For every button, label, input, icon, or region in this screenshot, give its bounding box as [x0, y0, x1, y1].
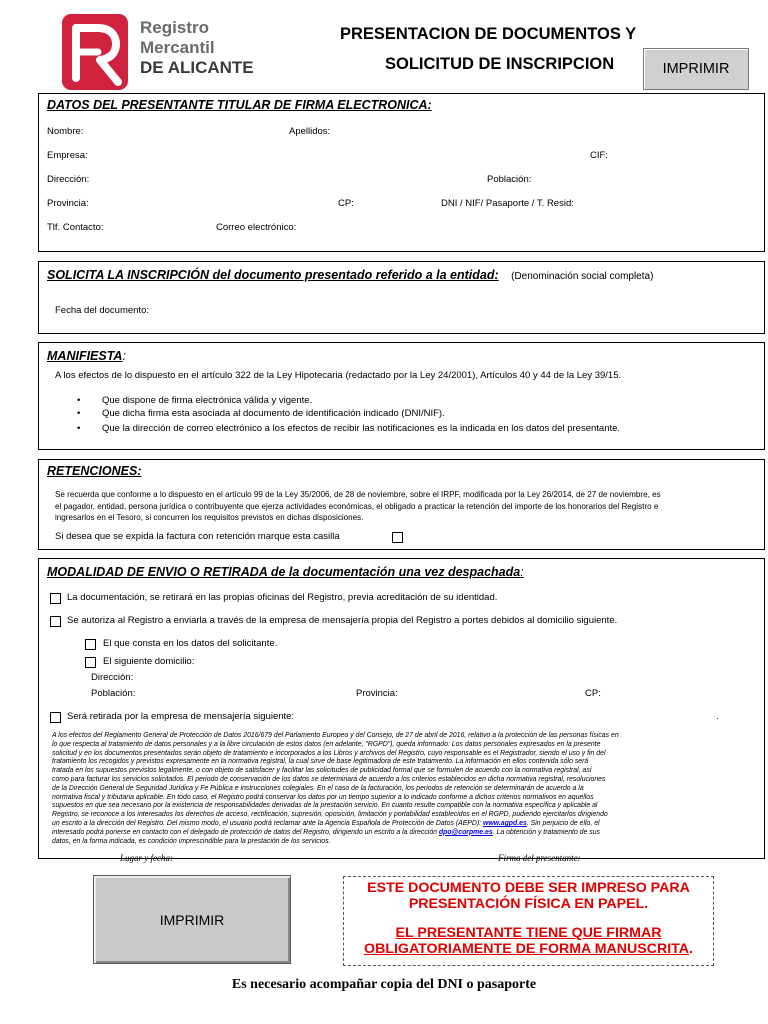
legal-line-11-end: . Sin perjuicio de ello, el [526, 819, 600, 827]
print-button-top[interactable]: IMPRIMIR [643, 48, 749, 90]
legal-line-9: supuestos en que sea necesario por la existencia de responsabilidades derivadas de la prestación servicio. En cuanto resulte compatible con la normativa específica y aplicable al [52, 802, 598, 810]
logo-line2: Mercantil [140, 38, 215, 57]
manifiesta-header [47, 347, 126, 365]
retenciones-line-1: Se recuerda que conforme a lo dispuesto en el artículo 99 de la Ley 35/2006, de 28 de noviembre, sobre el IRPF, modificada por la Ley 26/2014, de 27 de noviembre, es [55, 490, 661, 499]
registro-logo [62, 12, 252, 90]
retirar-oficina-label: La documentación, se retirará en las propias oficinas del Registro, previa acreditación de su identidad. [67, 592, 498, 603]
legal-line-2: lo que respecta al tratamiento de datos personales y a la libre circulación de estos datos (en adelante, "RGPD"), queda informado: Los datos personales expresados en la presente [52, 740, 601, 748]
domicilio-solicitante-checkbox[interactable] [85, 639, 96, 650]
empresa-mensajeria-dot: . [716, 711, 719, 722]
lugar-fecha-label: Lugar y fecha: [120, 853, 173, 863]
envio-section [38, 558, 765, 859]
empresa-label: Empresa: [47, 150, 88, 161]
presentante-section [38, 93, 765, 252]
cif-label: CIF: [590, 150, 608, 161]
telefono-label: Tlf. Contacto: [47, 222, 104, 233]
fecha-documento-label: Fecha del documento: [55, 305, 150, 316]
apellidos-label: Apellidos: [289, 126, 331, 137]
solicita-section [38, 261, 765, 334]
factura-retencion-checkbox[interactable] [392, 532, 403, 543]
envio-provincia-label: Provincia: [356, 688, 398, 699]
manifiesta-bullet-2: Que dicha firma esta asociada al documento de identificación indicado (DNI/NIF). [102, 408, 445, 419]
retenciones-text [55, 489, 661, 524]
dni-requirement-footer: Es necesario acompañar copia del DNI o pasaporte [231, 977, 537, 992]
dni-label: DNI / NIF/ Pasaporte / T. Resid: [441, 198, 574, 209]
envio-title: MODALIDAD DE ENVIO O RETIRADA de la documentación una vez despachada [47, 565, 521, 579]
legal-line-7: de la Dirección General de Seguridad Jurídica y Fe Pública e instrucciones colegiales. En el caso de la facturación, los periodos de retención se determinarán de acuerdo a la [52, 784, 584, 792]
firma-presentante-label: Firma del presentante: [498, 853, 581, 863]
notice-line-4 [344, 941, 713, 957]
manifiesta-bullet-3: Que la dirección de correo electrónico a los efectos de recibir las notificaciones es la indicada en los datos del presentante. [102, 423, 621, 434]
dpo-link[interactable]: dpo@corpme.es [438, 828, 493, 836]
domicilio-solicitante-label: El que consta en los datos del solicitante. [103, 638, 278, 649]
envio-poblacion-label: Población: [91, 688, 136, 699]
solicita-header [47, 266, 653, 284]
manifiesta-bullet-1-dot: • [77, 395, 81, 406]
notice-line-4-dot: . [689, 941, 693, 957]
direccion-label: Dirección: [47, 174, 90, 185]
factura-retencion-label: Si desea que se expida la factura con retención marque esta casilla [55, 531, 340, 542]
manifiesta-section [38, 342, 765, 450]
aepd-link[interactable]: www.agpd.es [483, 819, 527, 827]
envio-colon: : [520, 565, 524, 579]
manifiesta-bullet-3-dot: • [77, 423, 81, 434]
manifiesta-title: MANIFIESTA [47, 349, 123, 363]
nombre-label: Nombre: [47, 126, 84, 137]
retirar-oficina-checkbox[interactable] [50, 593, 61, 604]
retenciones-section [38, 459, 765, 550]
envio-cp-label: CP: [585, 688, 601, 699]
logo-text [140, 18, 254, 78]
empresa-mensajeria-checkbox[interactable] [50, 712, 61, 723]
legal-line-4: tratamiento los recogidos y previstos expresamente en la normativa registral, la cual sirve de base legitimadora de este tratamiento. La información en ellos contenida sólo será [52, 758, 589, 766]
legal-line-8: normativa fiscal y tributaria aplicable. En todo caso, el Registro podrá conservar los datos por un tiempo superior a lo indicado conforme a dichos criterios normativos en aquellos [52, 793, 594, 801]
legal-line-5: tratada en los supuestos previstos legalmente, o con objeto de satisfacer y facilitar las solicitudes de publicidad formal que se formulen de acuerdo con la normativa registral, así [52, 767, 592, 775]
print-notice [343, 876, 714, 966]
legal-line-10: Registro, se reconoce a los interesados los derechos de acceso, rectificación, supresión, oposición, limitación y portabilidad establecidos en el RGPD, pudiendo ejercitarlos dirigiendo [52, 811, 608, 819]
proteccion-datos-text [52, 732, 619, 846]
legal-line-11-text: un escrito a la dirección del Registro. Del mismo modo, el usuario podrá reclamar ante la Agencia Española de Protección de Datos (AEPD): [52, 819, 482, 827]
manifiesta-colon: : [122, 349, 126, 363]
poblacion-label: Población: [487, 174, 532, 185]
presentante-title: DATOS DEL PRESENTANTE TITULAR DE FIRMA ELECTRONICA: [47, 98, 432, 112]
retenciones-line-2: el pagador, entidad, persona jurídica o contribuyente que ejerza actividades económicas, el obligado a practicar la retención del importe de los honorarios del Registro e [55, 501, 659, 511]
solicita-hint: (Denominación social completa) [511, 271, 654, 282]
retenciones-title: RETENCIONES: [47, 464, 142, 478]
siguiente-domicilio-checkbox[interactable] [85, 657, 96, 668]
legal-line-12-text: interesado podrá ponerse en contacto con el delegado de protección de datos del Registro, dirigiendo un escrito a la dirección [52, 828, 437, 836]
manifiesta-bullet-1: Que dispone de firma electrónica válida y vigente. [102, 395, 313, 406]
empresa-mensajeria-label: Será retirada por la empresa de mensajería siguiente: [67, 711, 295, 722]
logo-line1: Registro [140, 18, 209, 37]
legal-line-1: A los efectos del Reglamento General de Protección de Datos 2016/679 del Parlamento Europeo y del Consejo, de 27 de abril de 2016, relativo a la protección de las personas físicas en [52, 732, 619, 739]
print-button-bottom[interactable]: IMPRIMIR [93, 875, 291, 964]
manifiesta-intro: A los efectos de lo dispuesto en el artículo 322 de la Ley Hipotecaria (redactado por la Ley 24/2001), Artículos 40 y 44 de la Ley 39/15. [55, 370, 622, 381]
notice-line-1: ESTE DOCUMENTO DEBE SER IMPRESO PARA [367, 880, 690, 896]
cp-label: CP: [338, 198, 354, 209]
legal-line-12 [52, 829, 619, 838]
solicita-title: SOLICITA LA INSCRIPCIÓN del documento presentado referido a la entidad: [47, 268, 499, 282]
registro-logo-icon [62, 14, 128, 90]
page-title-line2: SOLICITUD DE INSCRIPCION [385, 55, 615, 73]
envio-direccion-label: Dirección: [91, 672, 134, 683]
mensajeria-registro-checkbox[interactable] [50, 616, 61, 627]
legal-line-6: como para facturar los servicios solicitados. El periodo de conservación de los datos se determinará de acuerdo a los criterios establecidos en dicha normativa registral, resoluciones [52, 775, 606, 783]
provincia-label: Provincia: [47, 198, 89, 209]
manifiesta-bullet-2-dot: • [77, 408, 81, 419]
legal-line-3: solicitud y en los documentos presentados serán objeto de tratamiento e incorporados a los Libros y archivos del Registro, cuyo responsable es el Registrador, siendo el uso y fin del [52, 749, 606, 757]
correo-label: Correo electrónico: [216, 222, 297, 233]
notice-line-2: PRESENTACIÓN FÍSICA EN PAPEL. [408, 896, 649, 912]
notice-line-3: EL PRESENTANTE TIENE QUE FIRMAR [395, 925, 662, 941]
page-title-line1: PRESENTACION DE DOCUMENTOS Y [340, 25, 637, 43]
logo-line3: DE ALICANTE [140, 58, 254, 77]
legal-line-13: datos, en la forma indicada, es condición imprescindible para la prestación de los servicios. [52, 837, 331, 845]
notice-line-4-text: OBLIGATORIAMENTE DE FORMA MANUSCRITA [364, 941, 690, 957]
legal-line-11 [52, 820, 619, 829]
mensajeria-registro-label: Se autoriza al Registro a enviarla a través de la empresa de mensajería propia del Registro a portes debidos al domicilio siguiente. [67, 615, 618, 626]
retenciones-line-3: ingresarlos en el Tesoro, si concurren los requisitos previstos en dichas disposiciones. [55, 513, 364, 522]
siguiente-domicilio-label: El siguiente domicilio: [103, 656, 195, 667]
envio-header [47, 563, 524, 581]
legal-line-12-end: . La obtención y tratamiento de sus [492, 828, 600, 836]
